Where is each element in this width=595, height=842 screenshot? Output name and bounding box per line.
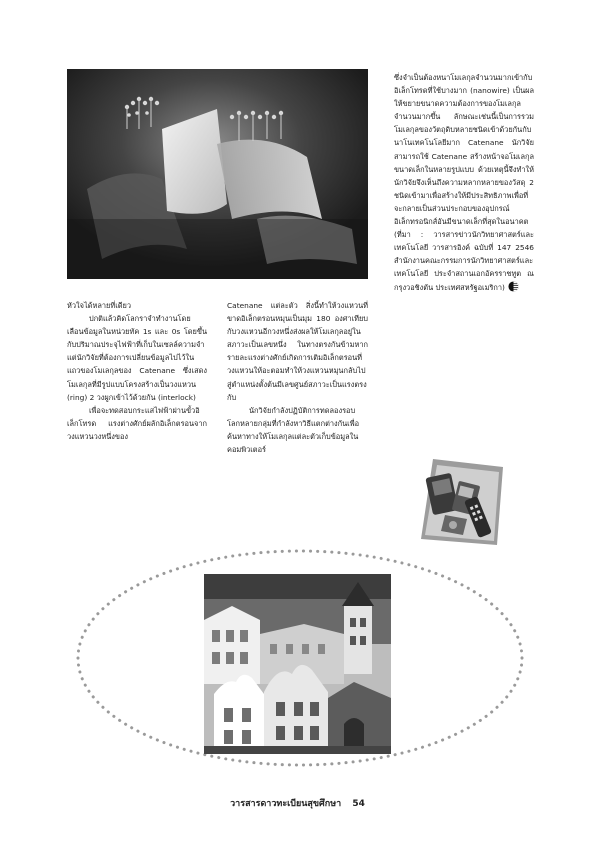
column2-paragraph-2: นักวิจัยกำลังปฏิบัติการทดลองรอบโลกหลายกลุ่มที่กำลังหาวิธีแตกต่างกันเพื่อค้นหาทางให้โมเลกุลแต่ละตัวเก็บข้อมูลในคอมพิวเตอร์ <box>227 405 360 455</box>
page-footer <box>0 796 595 810</box>
town-illustration <box>73 547 527 769</box>
article-column-1 <box>67 299 207 443</box>
molecule-photo-art <box>67 69 368 279</box>
column3-paragraph-1: ซึ่งจำเป็นต้องหนาโมเลกุลจำนวนมากเข้ากับอิเล็กโทรดที่ใช้บางมาก (nanowire) เป็นผลให้ขยายขนาดความต้องการของโมเลกุลจำนวนมากขึ้น ลักษณะเช่นนี้เป็นการรวมโมเลกุลของวัตถุดิบหลายชนิดเข้าด้วยกันกับนาโนเทคโนโลยีมาก Catenane นักวิจัยสามารถใช้ Catenane สร้างหน้าจอโมเลกุลขนาดเล็กในหลายรูปแบบ ด้วยเหตุนี้จึงทำให้นักวิจัยจึงเห็นถึงความหลากหลายของวัสดุ 2 ชนิดเข้ามาเพื่อสร้างให้มีประสิทธิภาพเพื่อที่จะกลายเป็นส่วนประกอบของอุปกรณ์อิเล็กทรอนิกส์อันมีขนาดเล็กที่สุดในอนาคต <box>394 73 534 227</box>
source-citation-text: (ที่มา : วารสารข่าวนักวิทยาศาสตร์และเทคโนโลยี วารสารอิงค์ ฉบับที่ 147 2546 สำนักงานคณะกรรมการนักวิทยาศาสตร์และเทคโนโลยี ประจำสถานเอกอัครราชทูต ณ กรุงวอชิงตัน ประเทศสหรัฐอเมริกา) <box>394 230 534 292</box>
article-column-3 <box>394 71 534 294</box>
page-number: 54 <box>352 799 365 809</box>
column1-paragraph-2: เพื่อจะทดสอบกระแสไฟฟ้าผ่านขั้วอิเล็กโทรด แรงต่างศักย์ผลักอิเล็กตรอนจากวงแหวนวงหนึ่งของ <box>67 405 207 441</box>
electronic-devices-illustration <box>415 453 506 550</box>
end-mark-icon <box>508 281 519 292</box>
article-column-2 <box>227 299 368 456</box>
source-citation <box>394 228 534 293</box>
molecule-photo <box>67 69 368 279</box>
town-illustration-frame <box>73 547 527 769</box>
column1-paragraph-1: ปกติแล้วคิดโลกราจำทำงานโดยเลือนข้อมูลในหน่วยทัค 1s และ 0s โดยขึ้นกับปริมาณประจุไฟฟ้าที่เก็บในเซลล์ความจำ แต่นักวิจัยที่ต้องการเปลี่ยนข้อมูลไปไว้ในแถวของโมเลกุลของ Catenane ซึ่งเสดงโมเลกุลที่มีรูปแบบโครงสร้างเป็นวงแหวน (ring) 2 วงผูกเข้าไว้ด้วยกัน (interlock) <box>67 314 207 402</box>
magazine-name: วารสารดาวทะเบียนสุขศึกษา <box>230 799 342 809</box>
column1-lead: หัวใจได้หลายที่เดียว <box>67 301 132 310</box>
column2-paragraph-1: Catenane แต่ละตัว สิ่งนี้ทำให้วงแหวนที่ขาดอิเล็กตรอนหมุนเป็นมุม 180 องศาเทียบกับวงแหวนอีกวงหนึ่งส่งผลให้โมเลกุลอยู่ในสภาวะเป็นเลขหนึ่ง ในทางตรงกันข้ามหากรายละแรงต่างศักย์เกิดการเติมอิเล็กตรอนที่วงแหวนให้อะตอมทำให้วงแหวนหมุนกลับไปสู่ตำแหน่งตั้งต้นมีเลขศูนย์สภาวะเป็นแรงตรงกับ <box>227 301 368 402</box>
